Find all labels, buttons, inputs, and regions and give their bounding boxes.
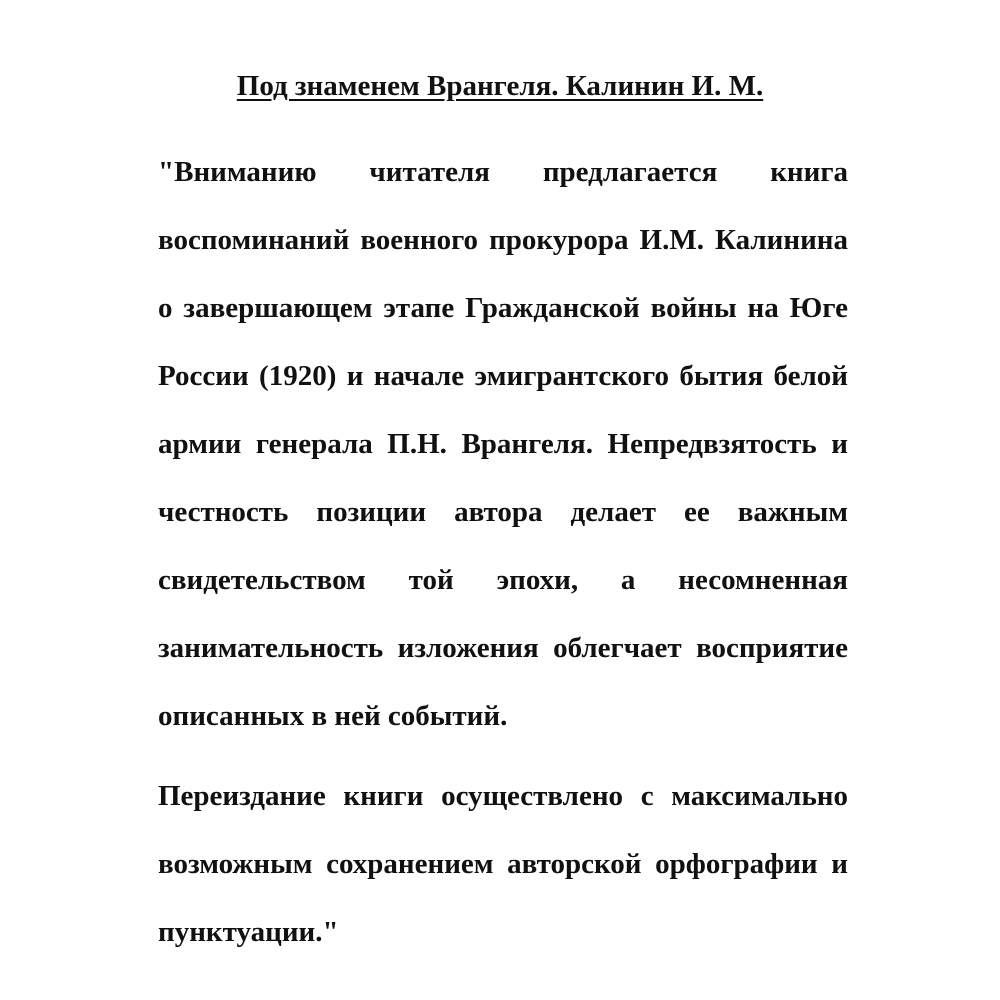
text-line: занимательность изложения облегчает восприятие <box>158 632 848 664</box>
text-line: возможным сохранением авторской орфографии и <box>158 848 848 880</box>
text-line: свидетельством той эпохи, а несомненная <box>158 564 848 596</box>
text-line: честность позиции автора делает ее важным <box>158 496 848 528</box>
text-line: пунктуации." <box>158 916 339 948</box>
text-line: России (1920) и начале эмигрантского бытия белой <box>158 360 848 392</box>
text-line: о завершающем этапе Гражданской войны на Юге <box>158 292 848 324</box>
text-line: Переиздание книги осуществлено с максимально <box>158 780 848 812</box>
text-line: "Вниманию читателя предлагается книга <box>158 156 848 188</box>
text-line: армии генерала П.Н. Врангеля. Непредвзятость и <box>158 428 848 460</box>
document-title <box>0 68 1000 104</box>
document-title-text: Под знаменем Врангеля. Калинин И. М. <box>236 70 764 102</box>
text-line: описанных в ней событий. <box>158 700 508 732</box>
text-line: воспоминаний военного прокурора И.М. Калинина <box>158 224 848 256</box>
